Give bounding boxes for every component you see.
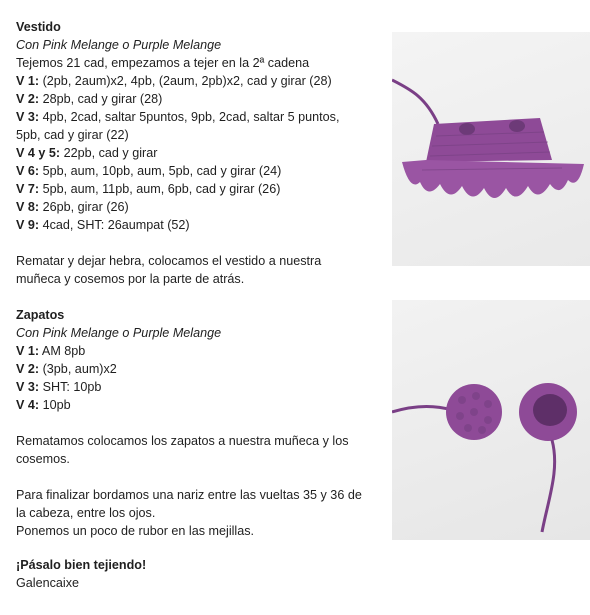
vestido-row: V 1: (2pb, 2aum)x2, 4pb, (2aum, 2pb)x2, cad y girar (28) xyxy=(16,74,332,88)
signoff-author: Galencaixe xyxy=(16,576,80,590)
vestido-subtitle: Con Pink Melange o Purple Melange xyxy=(16,38,222,52)
shoes-illustration xyxy=(392,300,590,540)
vestido-row: V 2: 28pb, cad y girar (28) xyxy=(16,92,163,106)
zapatos-row: V 3: SHT: 10pb xyxy=(16,380,102,394)
vestido-row: V 8: 26pb, girar (26) xyxy=(16,200,129,214)
zapatos-row: V 1: AM 8pb xyxy=(16,344,86,358)
final-note: Ponemos un poco de rubor en las mejillas. xyxy=(16,524,255,538)
final-note: Para finalizar bordamos una nariz entre las vueltas 35 y 36 de xyxy=(16,488,362,502)
vestido-row: V 3: 4pb, 2cad, saltar 5puntos, 9pb, 2cad, saltar 5 puntos, xyxy=(16,110,340,124)
vestido-row: V 6: 5pb, aum, 10pb, aum, 5pb, cad y girar (24) xyxy=(16,164,282,178)
zapatos-finish: Rematamos colocamos los zapatos a nuestra muñeca y los xyxy=(16,434,349,448)
pattern-text xyxy=(16,18,394,592)
dress-ruffle xyxy=(402,160,584,198)
vestido-finish: Rematar y dejar hebra, colocamos el vestido a nuestra xyxy=(16,254,322,268)
armhole-left xyxy=(459,123,475,135)
zapatos-row: V 4: 10pb xyxy=(16,398,71,412)
vestido-row: V 9: 4cad, SHT: 26aumpat (52) xyxy=(16,218,190,232)
dress-photo xyxy=(392,32,590,266)
shoe-right-opening xyxy=(533,394,567,426)
dress-illustration xyxy=(392,32,590,266)
vestido-row: V 4 y 5: 22pb, cad y girar xyxy=(16,146,158,160)
vestido-title: Vestido xyxy=(16,20,61,34)
yarn-tail-left xyxy=(392,407,452,413)
final-note: la cabeza, entre los ojos. xyxy=(16,506,156,520)
yarn-tail xyxy=(392,80,438,124)
vestido-finish: muñeca y cosemos por la parte de atrás. xyxy=(16,272,245,286)
vestido-row: 5pb, cad y girar (22) xyxy=(16,128,129,142)
zapatos-finish: cosemos. xyxy=(16,452,70,466)
zapatos-row: V 2: (3pb, aum)x2 xyxy=(16,362,117,376)
vestido-intro: Tejemos 21 cad, empezamos a tejer en la 2ª cadena xyxy=(16,56,310,70)
signoff-motto: ¡Pásalo bien tejiendo! xyxy=(16,558,147,572)
zapatos-subtitle: Con Pink Melange o Purple Melange xyxy=(16,326,222,340)
zapatos-title: Zapatos xyxy=(16,308,65,322)
armhole-right xyxy=(509,120,525,132)
yarn-tail-right xyxy=(542,440,555,532)
shoes-photo xyxy=(392,300,590,540)
vestido-row: V 7: 5pb, aum, 11pb, aum, 6pb, cad y girar (26) xyxy=(16,182,281,196)
